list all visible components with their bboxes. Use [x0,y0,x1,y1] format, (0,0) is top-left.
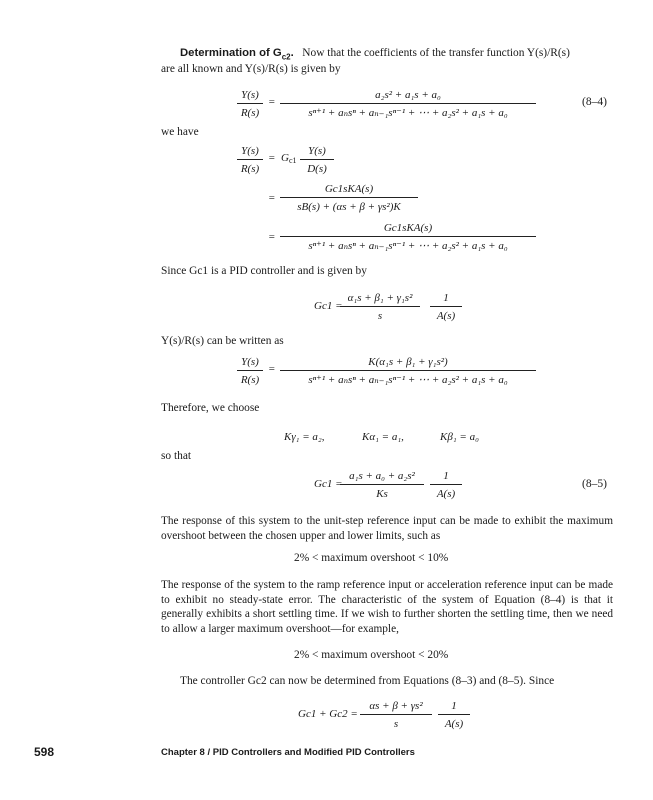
eq84-lhs: Y(s) R(s) [237,88,263,120]
inequality-1: 2% < maximum overshoot < 10% [294,552,449,564]
chain-lhs: Y(s) R(s) [237,144,263,176]
eq85-lhs: Gc1 = [314,478,343,490]
eq84-rhs: a₂s² + a₁s + a₀ sⁿ⁺¹ + aₙsⁿ + aₙ₋₁sⁿ⁻¹ + ⋯ + a₂s² + a₁s + a₀ [280,88,536,120]
paragraph-1: The response of this system to the unit-step reference input can be made to exhibit the maximum overshoot between the chosen upper and lower limits, such as [161,515,613,542]
since-pid: Since Gc1 is a PID controller and is given by [161,265,367,277]
chain-equals-2: = [268,192,276,204]
eq84-equals: = [268,96,276,108]
final-eq-frac1: αs + β + γs² s [360,699,432,731]
chain-step2: Gc1sKA(s) sB(s) + (αs + β + γs²)K [280,182,418,214]
chapter-footer: Chapter 8 / PID Controllers and Modified PID Controllers [161,747,415,758]
therefore: Therefore, we choose [161,402,260,414]
we-have: we have [161,126,199,138]
final-eq-lhs: Gc1 + Gc2 = [298,708,358,720]
written-equals: = [268,363,276,375]
section-heading: Determination of $G_{c2}$. [180,47,294,62]
heading-line2: are all known and Y(s)/R(s) is given by [161,63,341,75]
inequality-2: 2% < maximum overshoot < 20% [294,649,449,661]
gc1-def-frac2: 1 A(s) [430,291,462,323]
paragraph-3: The controller Gc2 can now be determined from Equations (8–3) and (8–5). Since [180,675,555,687]
eq85-frac2: 1 A(s) [430,469,462,501]
gc1-def-lhs: Gc1 = [314,300,343,312]
written-rhs: K(α₁s + β₁ + γ₁s²) sⁿ⁺¹ + aₙsⁿ + aₙ₋₁sⁿ⁻¹ + ⋯ + a₂s² + a₁s + a₀ [280,355,536,387]
choose-c1: Kγ₁ = a₂, [284,431,325,443]
chain-step3: Gc1sKA(s) sⁿ⁺¹ + aₙsⁿ + aₙ₋₁sⁿ⁻¹ + ⋯ + a₂s² + a₁s + a₀ [280,221,536,253]
eq85-label: (8–5) [582,478,607,490]
eq85-frac1: a₁s + a₀ + a₂s² Ks [340,469,424,501]
chain-step1: Y(s) D(s) [300,144,334,176]
page-number: 598 [34,745,55,759]
chain-gc1: $G_{c1}$ [281,152,297,165]
choose-c2: Kα₁ = a₁, [362,431,404,443]
chain-equals-3: = [268,231,276,243]
gc1-def-frac1: α₁s + β₁ + γ₁s² s [340,291,420,323]
can-be-written: Y(s)/R(s) can be written as [161,335,284,347]
paragraph-2: The response of the system to the ramp reference input or acceleration reference input can be made to exhibit no steady-state error. The characteristic of the system of Equation (8–4) is that it generally exhibits a short settling time. If we wish to further shorten the settling time, then we need to allow a larger maximum overshoot—for example, [161,579,613,635]
chain-equals-1: = [268,152,276,164]
written-lhs: Y(s) R(s) [237,355,263,387]
final-eq-frac2: 1 A(s) [438,699,470,731]
choose-c3: Kβ₁ = a₀ [440,431,479,443]
eq84-label: (8–4) [582,96,607,108]
so-that: so that [161,450,192,462]
heading-line1: Now that the coefficients of the transfer function Y(s)/R(s) [302,47,570,59]
